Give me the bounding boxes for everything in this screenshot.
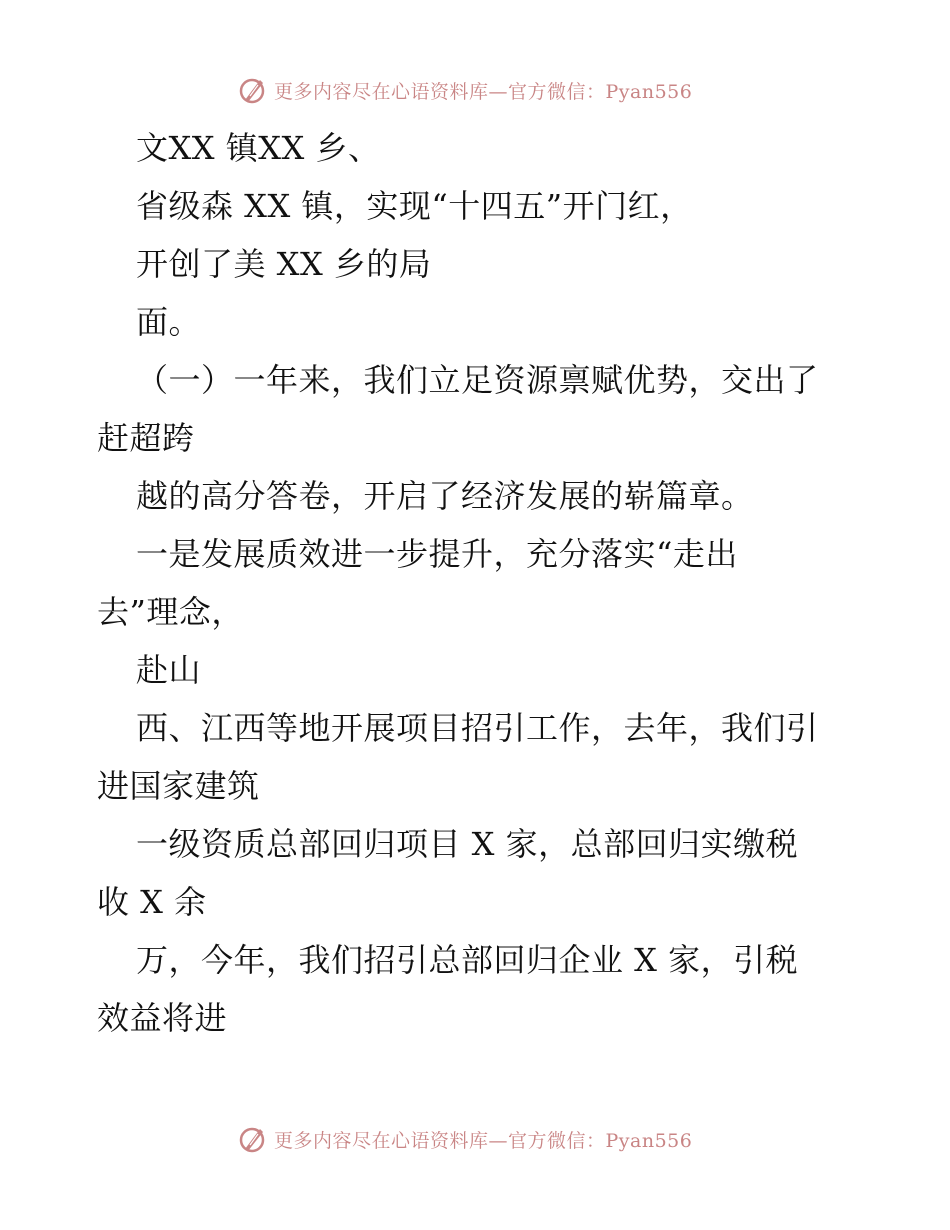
text-line: 面。 [136, 303, 202, 341]
text-line: 万，今年，我们招引总部回归企业 X 家，引税 [136, 941, 799, 979]
text-line: 西、江西等地开展项目招引工作，去年，我们引 [136, 709, 819, 747]
text-line: 文XX 镇XX 乡、 [136, 129, 381, 167]
text-line: 一级资质总部回归项目 X 家，总部回归实缴税 [136, 825, 799, 863]
text-line: 进国家建筑 [97, 767, 260, 805]
footer-watermark [236, 1122, 756, 1156]
text-line: 收 X 余 [97, 883, 207, 921]
text-line: 开创了美 XX 乡的局 [136, 245, 432, 283]
text-line: 省级森 XX 镇，实现“十四五”开门红， [136, 187, 693, 225]
header-watermark [236, 73, 756, 107]
text-line: 赴山 [136, 651, 202, 689]
text-line: 去”理念， [97, 593, 244, 631]
text-line: 赶超跨 [97, 419, 195, 457]
watermark-text: 更多内容尽在心语资料库—官方微信：Pyan556 [274, 80, 693, 103]
text-line: 越的高分答卷，开启了经济发展的崭篇章。 [136, 477, 754, 515]
quill-logo-icon [236, 1123, 268, 1155]
watermark-text: 更多内容尽在心语资料库—官方微信：Pyan556 [274, 1129, 693, 1152]
text-line: （一）一年来，我们立足资源禀赋优势，交出了 [136, 361, 819, 399]
text-line: 一是发展质效进一步提升，充分落实“走出 [136, 535, 738, 573]
quill-logo-icon [236, 74, 268, 106]
document-body [97, 128, 857, 1056]
text-line: 效益将进 [97, 999, 228, 1037]
